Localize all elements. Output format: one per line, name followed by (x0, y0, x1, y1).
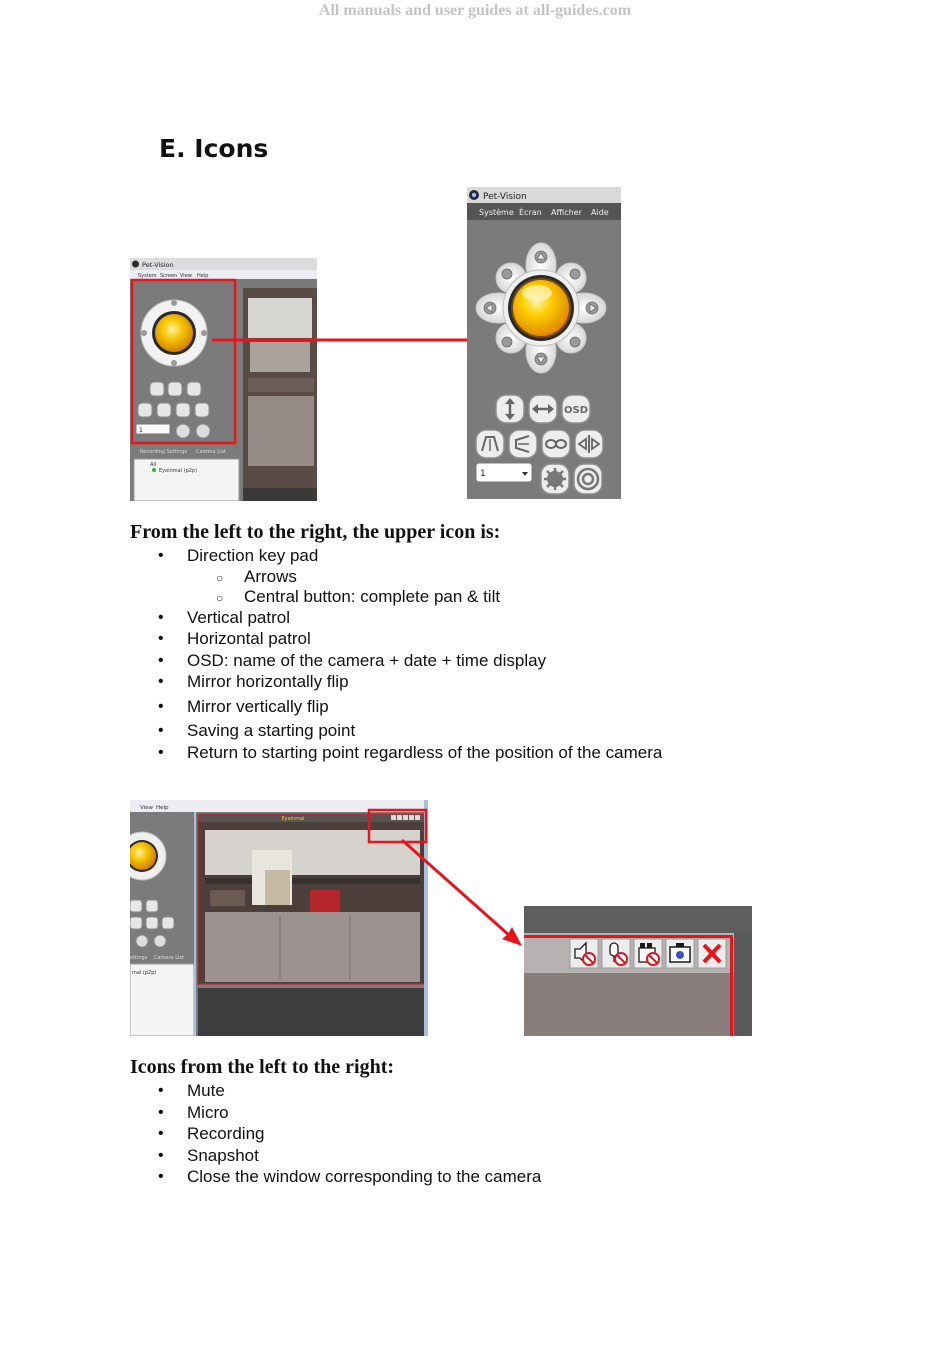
fig2-menu-help[interactable]: Help (156, 805, 169, 811)
list2 (158, 1080, 541, 1188)
small-tree-root[interactable]: All (150, 462, 157, 468)
list-item: • Saving a starting point (158, 720, 662, 742)
small-tab-recording[interactable]: Recording Settings (140, 449, 188, 455)
zoomed-menu-aide[interactable]: Aide (591, 208, 609, 217)
horizontal-patrol-icon[interactable] (529, 395, 557, 423)
small-return-point-icon[interactable] (196, 424, 210, 438)
micro-icon[interactable] (602, 939, 630, 968)
zoomed-menu-afficher[interactable]: Afficher (551, 208, 582, 217)
list2-heading: Icons from the left to the right: (130, 1056, 395, 1078)
list-item: • OSD: name of the camera + date + time display (158, 650, 662, 672)
list-item-text: Direction key pad (187, 546, 319, 565)
osd-label: OSD (563, 405, 589, 416)
snapshot-icon[interactable] (666, 939, 694, 968)
list-item: • Vertical patrol (158, 607, 662, 629)
list-item: • Mirror horizontally flip (158, 671, 662, 693)
mirror-horizontal-icon[interactable] (476, 430, 504, 458)
small-horizontal-patrol-icon[interactable] (168, 382, 182, 396)
list-item: • Mirror vertically flip (158, 696, 662, 718)
camera-window-screenshot (130, 800, 428, 1036)
zoomed-app-panel (467, 187, 621, 499)
fig2-menu-view[interactable]: View (140, 805, 154, 811)
list-item (158, 545, 662, 607)
list-item: • Horizontal patrol (158, 628, 662, 650)
toolbar-zoom-arrow (390, 835, 530, 950)
small-tab-camera-list[interactable]: Camera List (196, 449, 226, 455)
list-item: • Return to starting point regardless of the position of the camera (158, 742, 662, 764)
small-infinity-icon[interactable] (176, 403, 190, 417)
fig2-tab-camera-list[interactable]: Camera List (154, 955, 184, 961)
small-direction-pad-icon[interactable] (141, 300, 207, 366)
camera-caption: Eyeinmal (281, 816, 305, 822)
small-tree-camera[interactable]: Eyeinmal (p2p) (159, 468, 198, 474)
sublist-item: ○ Central button: complete pan & tilt (187, 587, 662, 607)
fig2-tree-camera[interactable]: mal (p2p) (132, 970, 157, 976)
small-menu-system[interactable]: System (138, 273, 157, 279)
list-item: • Recording (158, 1123, 541, 1145)
preset-value: 1 (480, 469, 486, 479)
small-flip-icon[interactable] (195, 403, 209, 417)
flip-icon[interactable] (575, 430, 603, 458)
vertical-patrol-icon[interactable] (496, 395, 524, 423)
close-icon[interactable] (698, 939, 726, 968)
small-menu-view[interactable]: View (180, 273, 192, 279)
section-title: E. Icons (159, 134, 269, 163)
mirror-vertical-icon[interactable] (509, 430, 537, 458)
small-menu-screen[interactable]: Screen (160, 273, 178, 279)
list-item: • Micro (158, 1102, 541, 1124)
infinity-icon[interactable] (542, 430, 570, 458)
sublist-item: ○ Arrows (187, 567, 662, 587)
small-app-title: Pet-Vision (142, 261, 174, 269)
zoomed-toolbar (524, 906, 752, 1036)
small-preset-value: 1 (139, 427, 143, 434)
list-item: • Snapshot (158, 1145, 541, 1167)
small-save-point-icon[interactable] (176, 424, 190, 438)
small-vertical-patrol-icon[interactable] (150, 382, 164, 396)
pan-tilt-center-button[interactable] (508, 275, 574, 341)
small-mirror-h-icon[interactable] (138, 403, 152, 417)
list1-heading: From the left to the right, the upper icon is: (130, 521, 501, 543)
small-mirror-v-icon[interactable] (157, 403, 171, 417)
small-osd-icon[interactable] (187, 382, 201, 396)
mute-icon[interactable] (570, 939, 598, 968)
zoomed-menu-ecran[interactable]: Écran (519, 208, 542, 217)
recording-icon[interactable] (634, 939, 662, 968)
sublist (187, 567, 662, 607)
small-app-screenshot (130, 258, 317, 501)
return-starting-point-icon[interactable] (574, 464, 602, 494)
fig2-tab-recording[interactable]: ettings (130, 955, 148, 961)
small-menu-help[interactable]: Help (197, 273, 209, 279)
watermark: All manuals and user guides at all-guides.com (318, 2, 632, 19)
osd-icon[interactable] (562, 395, 590, 423)
list-item: • Close the window corresponding to the camera (158, 1166, 541, 1188)
list-item: • Mute (158, 1080, 541, 1102)
list1 (158, 545, 662, 763)
save-starting-point-icon[interactable] (541, 464, 569, 494)
zoomed-menu-systeme[interactable]: Système (479, 208, 514, 217)
zoomed-app-title: Pet-Vision (483, 192, 527, 202)
